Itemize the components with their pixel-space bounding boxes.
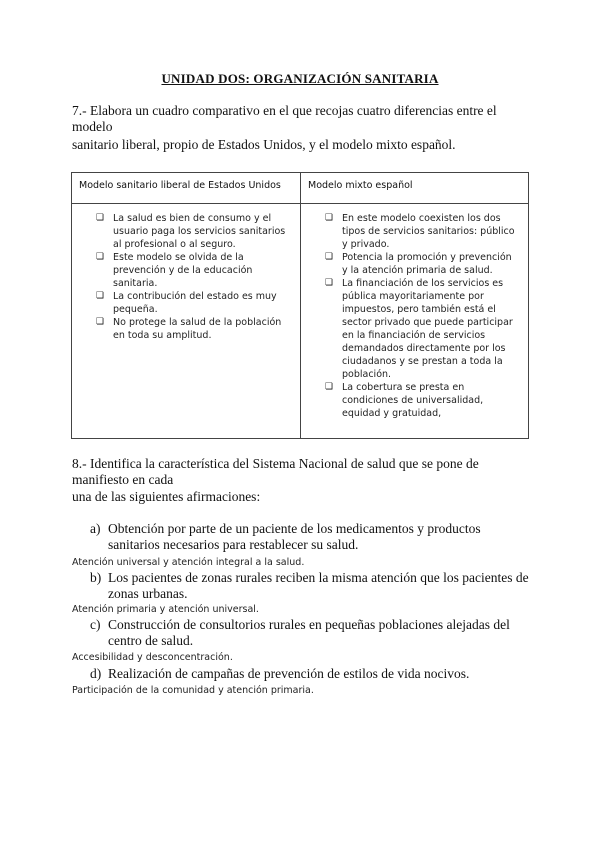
header-liberal-model: Modelo sanitario liberal de Estados Unidos xyxy=(72,173,301,204)
list-item: ❏ En este modelo coexisten los dos tipos de servicios sanitarios: público y privado. xyxy=(325,213,515,250)
q8-item-d xyxy=(90,666,530,682)
list-item: ❏ La financiación de los servicios es pública mayoritariamente por impuestos, pero también está el sector privado que puede participar en la financiación de servicios demandados directamente por los ciudadanos y se prestan a toda la población. xyxy=(325,278,513,380)
table-header-row xyxy=(72,173,529,204)
q8-text-line-1: 8.- Identifica la característica del Sistema Nacional de salud que se pone de xyxy=(72,456,479,471)
list-item: ❏ La salud es bien de consumo y el usuario paga los servicios sanitarios al profesional o al seguro. xyxy=(96,213,286,250)
list-item: ❏ Este modelo se olvida de la prevención y de la educación sanitaria. xyxy=(96,252,253,289)
header-mixed-model: Modelo mixto español xyxy=(301,173,529,204)
checkbox-bullet-icon: ❏ xyxy=(96,213,105,223)
q8-item-c xyxy=(90,617,530,649)
checkbox-bullet-icon: ❏ xyxy=(96,291,105,301)
item-label: c) xyxy=(90,617,101,632)
checkbox-bullet-icon: ❏ xyxy=(96,317,105,327)
checkbox-bullet-icon: ❏ xyxy=(325,213,334,223)
liberal-model-cell xyxy=(72,204,301,439)
liberal-model-list xyxy=(96,212,292,342)
mixed-model-list xyxy=(325,212,520,420)
comparison-table xyxy=(71,172,529,439)
list-item: ❏ La contribución del estado es muy pequeña. xyxy=(96,291,277,315)
q8-answer-b: Atención primaria y atención universal. xyxy=(72,604,259,615)
table-body-row xyxy=(72,204,529,439)
item-label: d) xyxy=(90,666,102,681)
item-text-line-1: Obtención por parte de un paciente de los medicamentos y productos xyxy=(108,521,481,536)
checkbox-bullet-icon: ❏ xyxy=(96,252,105,262)
item-label: b) xyxy=(90,570,102,585)
q8-answer-a: Atención universal y atención integral a la salud. xyxy=(72,557,305,568)
item-text-line-1: Realización de campañas de prevención de estilos de vida nocivos. xyxy=(108,666,470,681)
q8-text-line-3: una de las siguientes afirmaciones: xyxy=(72,489,261,504)
item-text-line-2: zonas urbanas. xyxy=(108,586,188,601)
q8-item-b xyxy=(90,570,530,602)
checkbox-bullet-icon: ❏ xyxy=(325,382,334,392)
item-text-line-2: centro de salud. xyxy=(108,633,194,648)
item-text-line-1: Construcción de consultorios rurales en pequeñas poblaciones alejadas del xyxy=(108,617,510,632)
q7-text-line-2: modelo xyxy=(72,119,113,134)
checkbox-bullet-icon: ❏ xyxy=(325,252,334,262)
q8-item-a xyxy=(90,521,530,553)
list-item: ❏ Potencia la promoción y prevención y la atención primaria de salud. xyxy=(325,252,512,276)
q8-answer-c: Accesibilidad y desconcentración. xyxy=(72,652,233,663)
list-item: ❏ La cobertura se presta en condiciones de universalidad, equidad y gratuidad, xyxy=(325,382,484,419)
q7-text-line-3: sanitario liberal, propio de Estados Unidos, y el modelo mixto español. xyxy=(72,137,456,152)
q7-text-line-1: 7.- Elabora un cuadro comparativo en el que recojas cuatro diferencias entre el xyxy=(72,103,497,118)
q8-text-line-2: manifiesto en cada xyxy=(72,472,174,487)
checkbox-bullet-icon: ❏ xyxy=(325,278,334,288)
item-label: a) xyxy=(90,521,101,536)
list-item: ❏ No protege la salud de la población en toda su amplitud. xyxy=(96,317,282,341)
item-text-line-2: sanitarios necesarios para restablecer su salud. xyxy=(108,537,359,552)
mixed-model-cell xyxy=(301,204,529,439)
item-text-line-1: Los pacientes de zonas rurales reciben la misma atención que los pacientes de xyxy=(108,570,529,585)
q8-answer-d: Participación de la comunidad y atención primaria. xyxy=(72,685,314,696)
page-title: UNIDAD DOS: ORGANIZACIÓN SANITARIA xyxy=(161,71,439,86)
